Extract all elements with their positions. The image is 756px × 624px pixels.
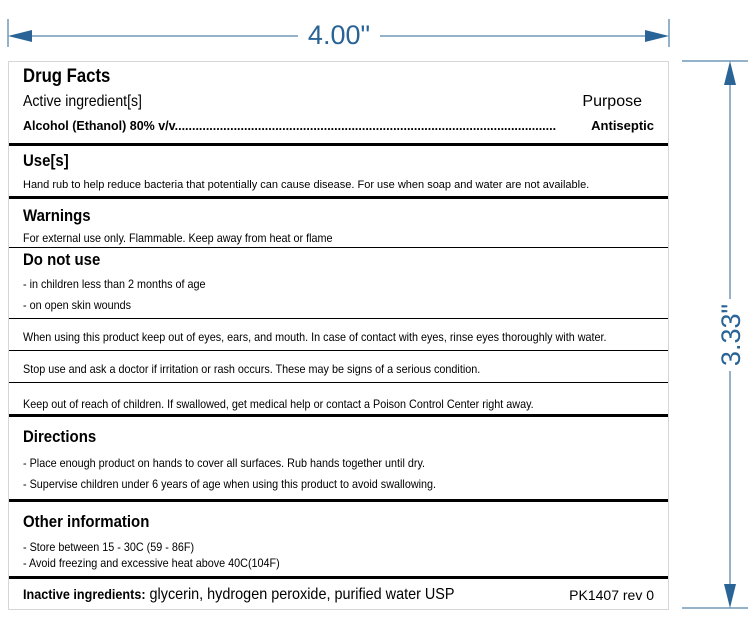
divider [9, 382, 668, 383]
divider [9, 318, 668, 319]
drug-facts-label [8, 61, 669, 610]
inactive-text: glycerin, hydrogen peroxide, purified water USP [145, 586, 455, 603]
uses-heading: Use[s] [23, 151, 69, 170]
do-not-use-item: - on open skin wounds [23, 298, 132, 312]
other-info-item: - Avoid freezing and excessive heat above 40C(104F) [23, 556, 280, 570]
width-label: 4.00" [307, 20, 371, 50]
divider [9, 414, 668, 417]
ingredient-name: Alcohol (Ethanol) 80% v/v [23, 118, 175, 133]
warnings-heading: Warnings [23, 206, 91, 225]
product-code: PK1407 rev 0 [569, 587, 654, 603]
do-not-use-item: - in children less than 2 months of age [23, 277, 206, 291]
directions-heading: Directions [23, 427, 97, 446]
active-ingredient-header: Active ingredient[s] [23, 93, 142, 110]
inactive-label: Inactive ingredients: [23, 586, 146, 602]
divider [9, 247, 668, 248]
leader-dots: .............................................................................................................. [174, 118, 557, 133]
divider [9, 196, 668, 199]
height-label: 3.33" [716, 299, 746, 371]
directions-item: - Place enough product on hands to cover all surfaces. Rub hands together until dry. [23, 456, 426, 470]
directions-item: - Supervise children under 6 years of age when using this product to avoid swallowing. [23, 477, 437, 491]
other-info-item: - Store between 15 - 30C (59 - 86F) [23, 540, 195, 554]
keep-out-text: Keep out of reach of children. If swallowed, get medical help or contact a Poison Control Center right away. [23, 397, 534, 411]
purpose-header: Purpose [582, 93, 642, 110]
warnings-text: For external use only. Flammable. Keep away from heat or flame [23, 231, 333, 245]
active-ingredient-line [23, 118, 637, 133]
drug-facts-title: Drug Facts [23, 66, 111, 87]
purpose-value: Antiseptic [591, 118, 654, 133]
other-info-heading: Other information [23, 512, 150, 531]
uses-text: Hand rub to help reduce bacteria that potentially can cause disease. For use when soap and water are not available. [23, 179, 590, 191]
divider [9, 576, 668, 579]
divider [9, 499, 668, 502]
inactive-ingredients [23, 586, 455, 604]
stop-use-text: Stop use and ask a doctor if irritation or rash occurs. These may be signs of a serious condition. [23, 362, 481, 376]
do-not-use-heading: Do not use [23, 250, 101, 269]
divider [9, 350, 668, 351]
divider [9, 143, 668, 146]
when-using-text: When using this product keep out of eyes, ears, and mouth. In case of contact with eyes, rinse eyes thoroughly with water. [23, 330, 607, 344]
